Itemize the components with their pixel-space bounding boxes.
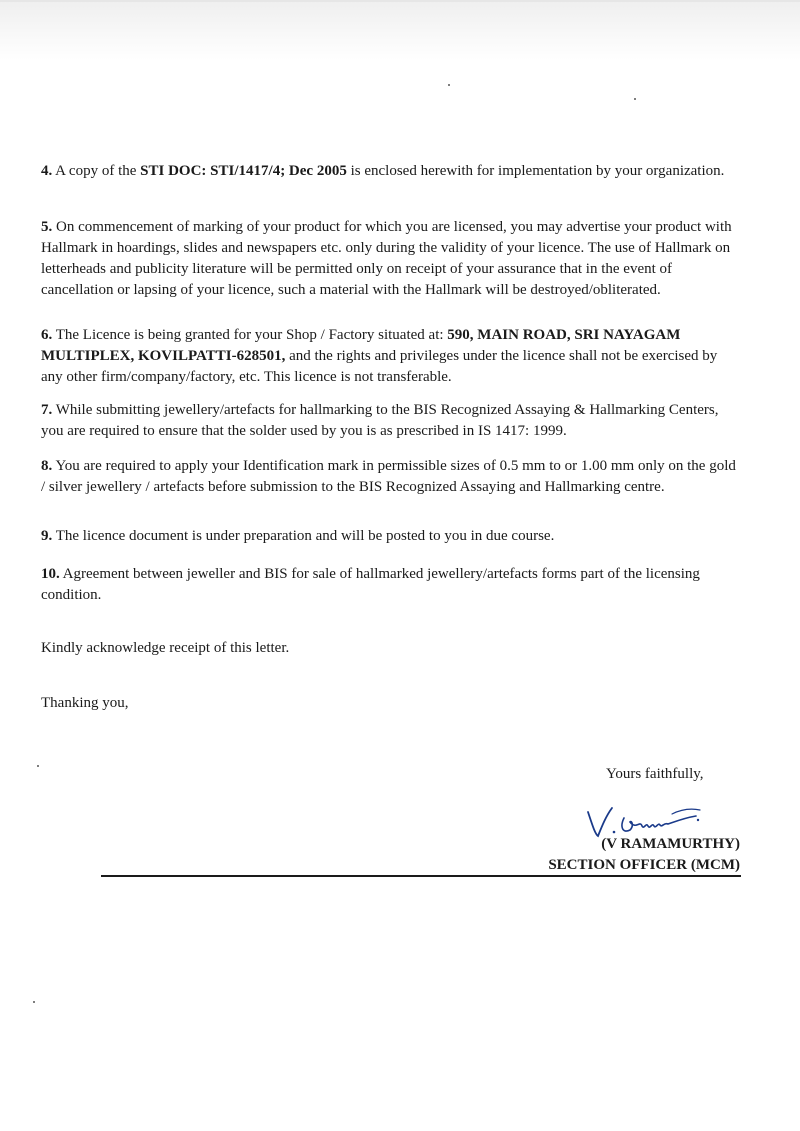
scan-speck [33,1001,35,1003]
paragraph-text: You are required to apply your Identification mark in permissible sizes of 0.5 mm to or 1.00 mm only on the gold / silver jewellery / artefacts before submission to the BIS Recognized Assaying and Hallmarking centre. [41,458,736,495]
paragraph-text: The licence document is under preparation and will be posted to you in due course. [52,528,555,544]
paragraph-text: is enclosed herewith for implementation by your organization. [346,163,725,179]
scan-shadow [0,0,800,60]
paragraph-text: On commencement of marking of your product for which you are licensed, you may advertise your product with Hallmark in hoardings, slides and newspapers etc. only during the validity of your licence. The use of Hallmark on letterheads and publicity literature will be permitted only on receipt of your assurance that in the event of cancellation or lapsing of your licence, such a material with the Hallmark will be destroyed/obliterated. [41,219,732,298]
scan-edge [0,0,800,2]
paragraph-10 [41,564,741,606]
scan-speck [634,98,636,100]
shop-address: 590, MAIN ROAD, SRI NAYAGAM MULTIPLEX, KOVILPATTI-628501, [41,327,681,364]
paragraph-5 [41,217,741,301]
thanking-line: Thanking you, [41,695,129,711]
paragraph-text: Agreement between jeweller and BIS for sale of hallmarked jewellery/artefacts forms part of the licensing condition. [41,566,700,603]
paragraph-text: While submitting jewellery/artefacts for hallmarking to the BIS Recognized Assaying & Hallmarking Centers, you are required to ensure that the solder used by you is as prescribed in IS 1417: 1999. [41,402,719,439]
paragraph-number: 6. [41,327,53,343]
yours-faithfully: Yours faithfully, [606,766,704,782]
paragraph-7 [41,400,741,442]
paragraph-6 [41,325,741,388]
signature-rule [101,875,741,877]
scan-speck [448,84,450,86]
paragraph-text: and the rights and privileges under the licence shall not be exercised by any other firm/company/factory, etc. This licence is not transferable. [41,348,718,385]
paragraph-number: 8. [41,458,53,474]
paragraph-number: 4. [41,163,53,179]
scan-speck [37,765,39,767]
signatory-name: (V RAMAMURTHY) [601,836,740,852]
paragraph-number: 9. [41,528,53,544]
paragraph-9 [41,526,741,547]
paragraph-number: 5. [41,219,53,235]
paragraph-text: A copy of the [52,163,141,179]
paragraph-text: The Licence is being granted for your Shop / Factory situated at: [52,327,448,343]
paragraph-number: 7. [41,402,53,418]
paragraph-number: 10. [41,566,60,582]
document-reference: STI DOC: STI/1417/4; Dec 2005 [140,163,347,179]
paragraph-8 [41,456,741,498]
paragraph-4 [41,161,741,182]
signatory-title: SECTION OFFICER (MCM) [548,857,740,873]
acknowledge-line: Kindly acknowledge receipt of this letter. [41,640,290,656]
